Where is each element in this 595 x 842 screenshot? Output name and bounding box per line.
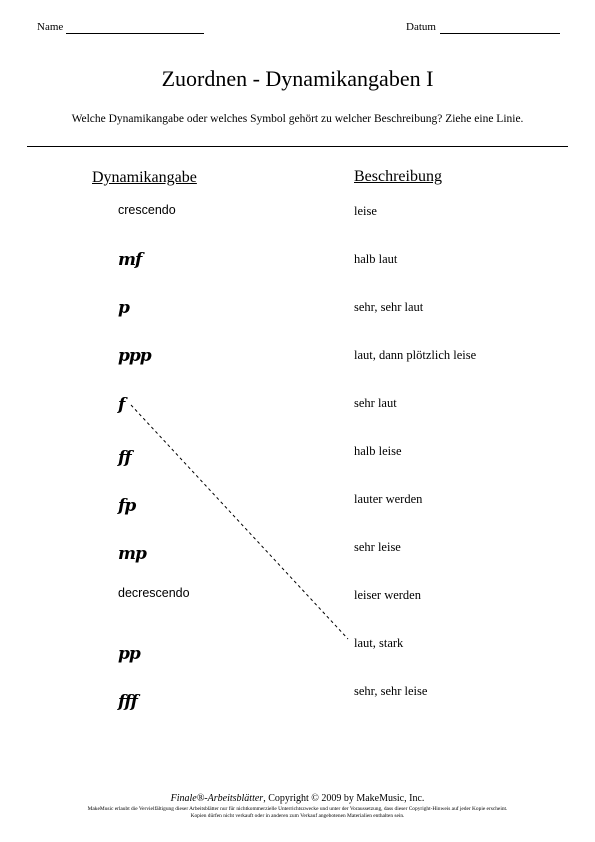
name-label: Name	[37, 21, 64, 33]
right-item: leise	[354, 204, 377, 218]
left-item: decrescendo	[118, 586, 190, 600]
left-item: mf	[118, 250, 142, 270]
footer-notice-line: MakeMusic erlaubt die Vervielfältigung dieser Arbeitsblätter nur für nichtkommerzielle Unterrichtszwecke und unter der Voraussetzung, dass dieser Copyright-Hinweis auf jeder Kopie erscheint.	[87, 806, 508, 812]
footer-notice-line: Kopien dürfen nicht verkauft oder in anderen zum Verkauf angebotenen Materialien enthalten sein.	[190, 813, 405, 819]
left-item: crescendo	[118, 203, 176, 217]
footer-copyright-text: , Copyright © 2009 by MakeMusic, Inc.	[263, 793, 425, 804]
right-item: sehr, sehr laut	[354, 300, 424, 314]
left-item: p	[118, 298, 129, 318]
left-item: ppp	[118, 346, 151, 366]
right-item: lauter werden	[354, 492, 423, 506]
footer-copyright	[0, 793, 595, 804]
left-item: ff	[118, 448, 131, 468]
left-item: mp	[118, 544, 146, 564]
right-column-heading: Beschreibung	[354, 168, 442, 185]
footer-notice	[0, 806, 595, 820]
footer-brand: Finale®-Arbeitsblätter	[170, 793, 264, 804]
right-item: leiser werden	[354, 588, 421, 602]
right-item: sehr leise	[354, 540, 401, 554]
right-item: halb laut	[354, 252, 398, 266]
right-item: sehr, sehr leise	[354, 684, 428, 698]
right-item: laut, stark	[354, 636, 404, 650]
right-item: halb leise	[354, 444, 402, 458]
date-label: Datum	[406, 21, 436, 33]
instruction-text: Welche Dynamikangabe oder welches Symbol gehört zu welcher Beschreibung? Ziehe eine Linie.	[71, 113, 524, 125]
right-item: laut, dann plötzlich leise	[354, 348, 477, 362]
page-title: Zuordnen - Dynamikangaben I	[161, 66, 434, 91]
right-item: sehr laut	[354, 396, 397, 410]
left-item: fff	[118, 692, 137, 712]
left-item: pp	[118, 644, 140, 664]
left-column-heading: Dynamikangabe	[92, 169, 197, 186]
left-item: fp	[118, 496, 136, 516]
example-connection-line	[131, 405, 348, 639]
left-item: f	[118, 395, 125, 415]
